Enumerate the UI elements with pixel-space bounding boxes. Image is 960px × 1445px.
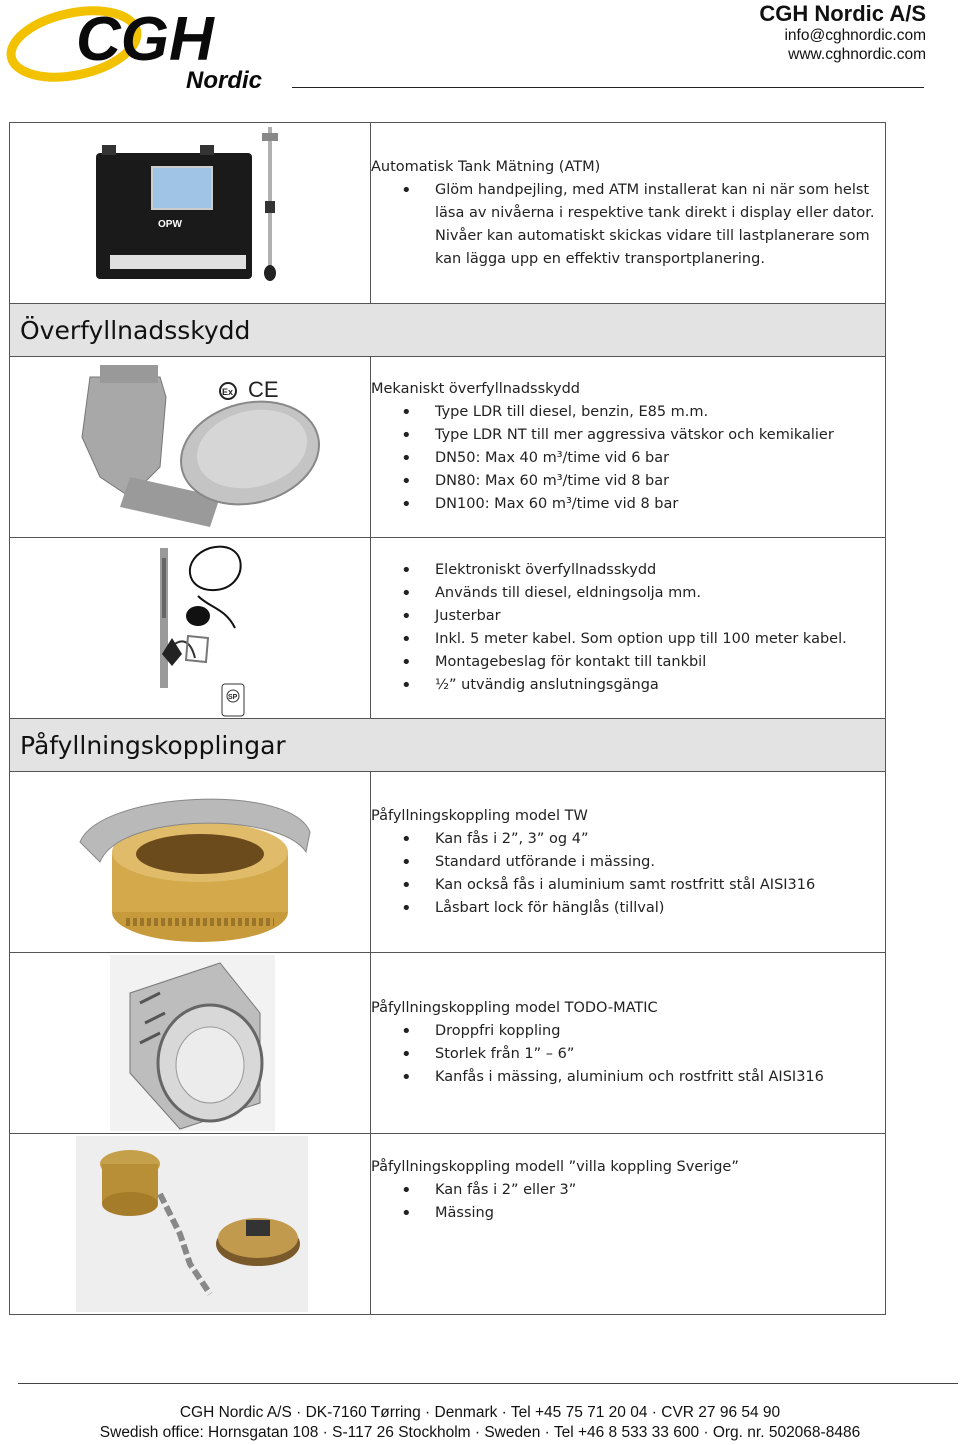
elec-bullet-6: • ½” utvändig anslutningsgänga bbox=[435, 674, 885, 697]
villa-bullet-1: • Kan fås i 2” eller 3” bbox=[435, 1179, 885, 1202]
tw-text-cell bbox=[371, 772, 886, 953]
elec-bullets bbox=[371, 559, 885, 697]
product-row-tw bbox=[10, 772, 886, 953]
elec-text-cell bbox=[371, 538, 886, 719]
product-table bbox=[9, 122, 886, 1315]
tw-bullets bbox=[371, 828, 885, 920]
todo-bullets bbox=[371, 1020, 885, 1089]
company-name: CGH Nordic A/S bbox=[759, 1, 926, 26]
footer-divider bbox=[18, 1383, 958, 1384]
villa-bullets bbox=[371, 1179, 885, 1225]
villa-image-cell bbox=[10, 1134, 371, 1315]
section-couplings bbox=[10, 719, 886, 772]
tw-coupling-image bbox=[10, 772, 370, 952]
atm-gauge-image bbox=[10, 123, 370, 303]
product-row-atm bbox=[10, 123, 886, 304]
logo-sub-text: Nordic bbox=[186, 67, 263, 92]
company-email[interactable]: info@cghnordic.com bbox=[784, 27, 926, 44]
villa-coupling-image bbox=[10, 1134, 370, 1314]
mech-bullet-1: • Type LDR till diesel, benzin, E85 m.m. bbox=[435, 401, 885, 424]
elec-image-cell bbox=[10, 538, 371, 719]
atm-bullet-1: • Glöm handpejling, med ATM installerat kan ni när som helst läsa av nivåerna i respektive tank direkt i display eller dator. Nivåer kan automatiskt skickas vidare till lastplanerare som kan lägga upp en effektiv transportplanering. bbox=[435, 179, 885, 271]
mech-bullet-5: • DN100: Max 60 m³/time vid 8 bar bbox=[435, 493, 885, 516]
mechanical-overfill-image bbox=[10, 357, 370, 537]
sp-mark: SP bbox=[228, 694, 238, 701]
product-row-electronic bbox=[10, 538, 886, 719]
product-row-mechanical bbox=[10, 357, 886, 538]
section-title-couplings: Påfyllningskopplingar bbox=[10, 719, 886, 772]
company-contact bbox=[759, 2, 926, 64]
section-title-overfill: Överfyllnadsskydd bbox=[10, 304, 886, 357]
electronic-overfill-image bbox=[10, 538, 370, 718]
todo-matic-image bbox=[10, 953, 370, 1133]
ce-mark: CE bbox=[248, 377, 279, 402]
mech-bullet-2: • Type LDR NT till mer aggressiva vätskor och kemikalier bbox=[435, 424, 885, 447]
todo-image-cell bbox=[10, 953, 371, 1134]
header-divider bbox=[292, 87, 924, 88]
logo-main-text: CGH bbox=[76, 5, 214, 74]
footer-line-1: CGH Nordic A/S · DK-7160 Tørring · Denmark · Tel +45 75 71 20 04 · CVR 27 96 54 90 bbox=[179, 1404, 781, 1421]
tw-bullet-3: • Kan också fås i aluminium samt rostfritt stål AISI316 bbox=[435, 874, 885, 897]
atm-image-cell bbox=[10, 123, 371, 304]
product-row-todo bbox=[10, 953, 886, 1134]
section-overfill bbox=[10, 304, 886, 357]
elec-bullet-1: • Elektroniskt överfyllnadsskydd bbox=[435, 559, 885, 582]
atm-brand-text: OPW bbox=[158, 219, 182, 230]
mech-image-cell bbox=[10, 357, 371, 538]
atm-bullets bbox=[371, 179, 885, 271]
atm-title: Automatisk Tank Mätning (ATM) bbox=[371, 158, 601, 175]
mech-bullets bbox=[371, 401, 885, 516]
tw-image-cell bbox=[10, 772, 371, 953]
todo-bullet-1: • Droppfri koppling bbox=[435, 1020, 885, 1043]
todo-title: Påfyllningskoppling model TODO-MATIC bbox=[371, 1000, 658, 1016]
mech-title: Mekaniskt överfyllnadsskydd bbox=[371, 381, 581, 397]
villa-text-cell bbox=[371, 1134, 886, 1315]
tw-title: Påfyllningskoppling model TW bbox=[371, 807, 588, 824]
company-website[interactable]: www.cghnordic.com bbox=[788, 46, 926, 63]
ex-mark: Ex bbox=[222, 387, 234, 397]
footer-line-2: Swedish office: Hornsgatan 108 · S-117 26 Stockholm · Sweden · Tel +46 8 533 33 600 · Org. nr. 502068-8486 bbox=[99, 1424, 861, 1441]
elec-bullet-4: • Inkl. 5 meter kabel. Som option upp till 100 meter kabel. bbox=[435, 628, 885, 651]
product-row-villa bbox=[10, 1134, 886, 1315]
todo-bullet-2: • Storlek från 1” – 6” bbox=[435, 1043, 885, 1066]
todo-text-cell bbox=[371, 953, 886, 1134]
company-logo bbox=[4, 0, 266, 92]
tw-bullet-1: • Kan fås i 2”, 3” og 4” bbox=[435, 828, 885, 851]
mech-bullet-4: • DN80: Max 60 m³/time vid 8 bar bbox=[435, 470, 885, 493]
atm-text-cell bbox=[371, 123, 886, 304]
todo-bullet-3: • Kanfås i mässing, aluminium och rostfritt stål AISI316 bbox=[435, 1066, 885, 1089]
tw-bullet-4: • Låsbart lock för hänglås (tillval) bbox=[435, 897, 885, 920]
elec-bullet-2: • Används till diesel, eldningsolja mm. bbox=[435, 582, 885, 605]
elec-bullet-3: • Justerbar bbox=[435, 605, 885, 628]
villa-bullet-2: • Mässing bbox=[435, 1202, 885, 1225]
tw-bullet-2: • Standard utförande i mässing. bbox=[435, 851, 885, 874]
villa-title: Påfyllningskoppling modell ”villa koppling Sverige” bbox=[371, 1159, 739, 1175]
elec-bullet-5: • Montagebeslag för kontakt till tankbil bbox=[435, 651, 885, 674]
mech-text-cell bbox=[371, 357, 886, 538]
mech-bullet-3: • DN50: Max 40 m³/time vid 6 bar bbox=[435, 447, 885, 470]
